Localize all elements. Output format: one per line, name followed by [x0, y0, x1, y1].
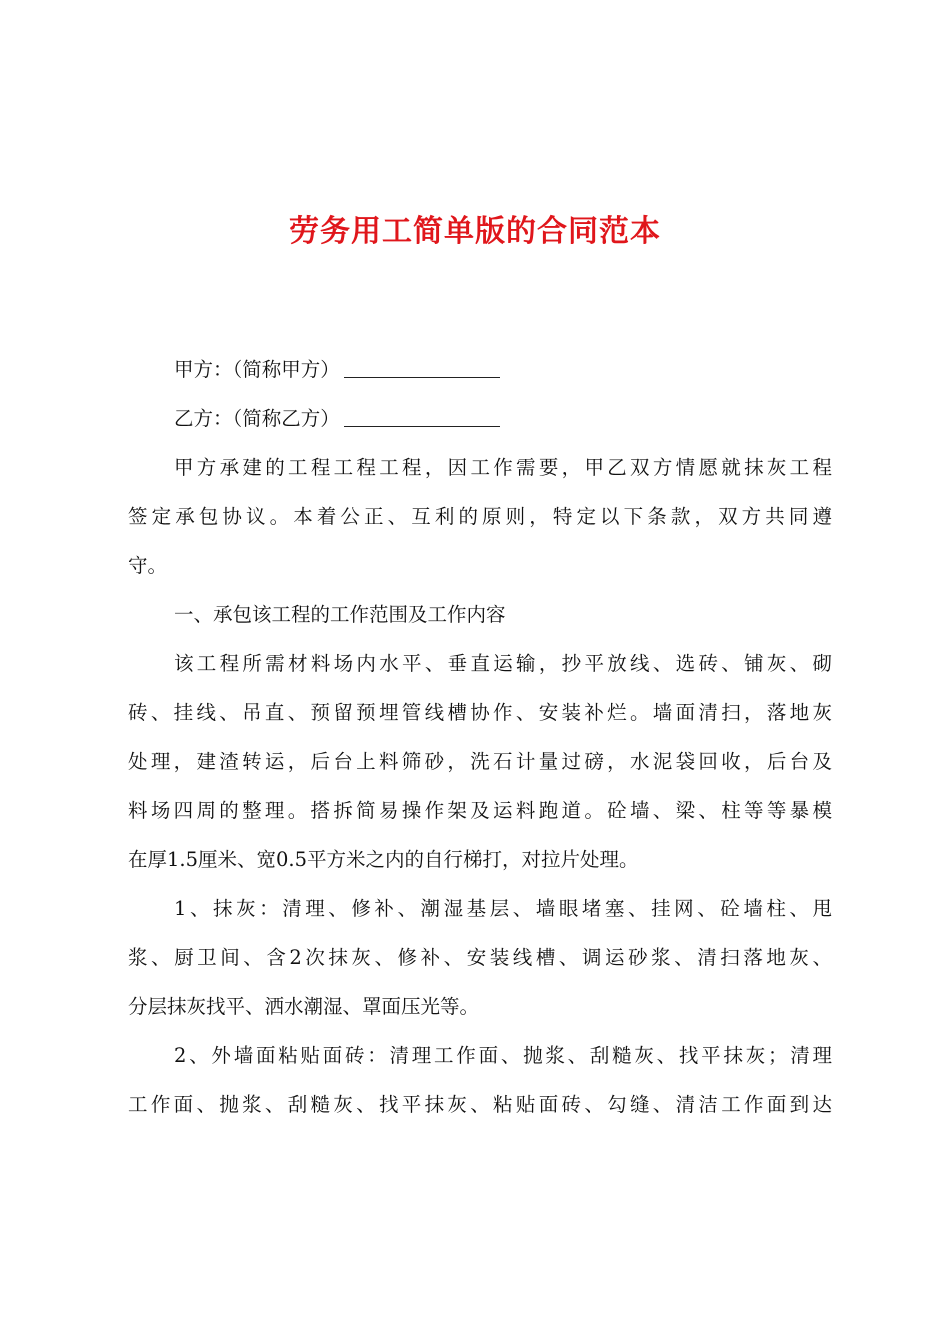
paragraph-intro — [128, 443, 832, 590]
paragraph-line: 2、外墙面粘贴面砖：清理工作面、抛浆、刮糙灰、找平抹灰；清理 — [174, 1044, 832, 1067]
paragraph-line: 在厚1.5厘米、宽0.5平方米之内的自行梯打，对拉片处理。 — [128, 848, 639, 871]
document-body — [128, 345, 832, 1129]
paragraph-line: 砖、挂线、吊直、预留预埋管线槽协作、安装补烂。墙面清扫，落地灰 — [128, 701, 832, 724]
party-a-label: 甲方：（简称甲方） — [174, 358, 340, 381]
party-b-label: 乙方：（简称乙方） — [174, 407, 340, 430]
paragraph-plastering — [128, 884, 832, 1031]
party-a-blank — [344, 355, 500, 378]
party-b-blank — [344, 404, 500, 427]
paragraph-scope — [128, 639, 832, 884]
paragraph-line: 分层抹灰找平、洒水潮湿、罩面压光等。 — [128, 995, 480, 1018]
paragraph-line: 1、抹灰：清理、修补、潮湿基层、墙眼堵塞、挂网、砼墙柱、甩 — [174, 897, 832, 920]
document-title: 劳务用工简单版的合同范本 — [289, 214, 661, 249]
paragraph-line: 浆、厨卫间、含2次抹灰、修补、安装线槽、调运砂浆、清扫落地灰、 — [128, 946, 832, 969]
paragraph-line: 守。 — [128, 554, 168, 577]
paragraph-line: 料场四周的整理。搭拆简易操作架及运料跑道。砼墙、梁、柱等等暴模 — [128, 799, 832, 822]
section-heading-1 — [128, 590, 832, 639]
party-b-line — [128, 394, 832, 443]
paragraph-line: 甲方承建的工程工程工程，因工作需要，甲乙双方情愿就抹灰工程 — [174, 456, 832, 479]
paragraph-line: 一、承包该工程的工作范围及工作内容 — [174, 603, 506, 626]
paragraph-line: 该工程所需材料场内水平、垂直运输，抄平放线、选砖、铺灰、砌 — [174, 652, 832, 675]
paragraph-line: 工作面、抛浆、刮糙灰、找平抹灰、粘贴面砖、勾缝、清洁工作面到达 — [128, 1093, 832, 1116]
party-a-line — [128, 345, 832, 394]
paragraph-tiling — [128, 1031, 832, 1129]
paragraph-line: 处理，建渣转运，后台上料筛砂，洗石计量过磅，水泥袋回收，后台及 — [128, 750, 832, 773]
paragraph-line: 签定承包协议。本着公正、互利的原则，特定以下条款，双方共同遵 — [128, 505, 832, 528]
